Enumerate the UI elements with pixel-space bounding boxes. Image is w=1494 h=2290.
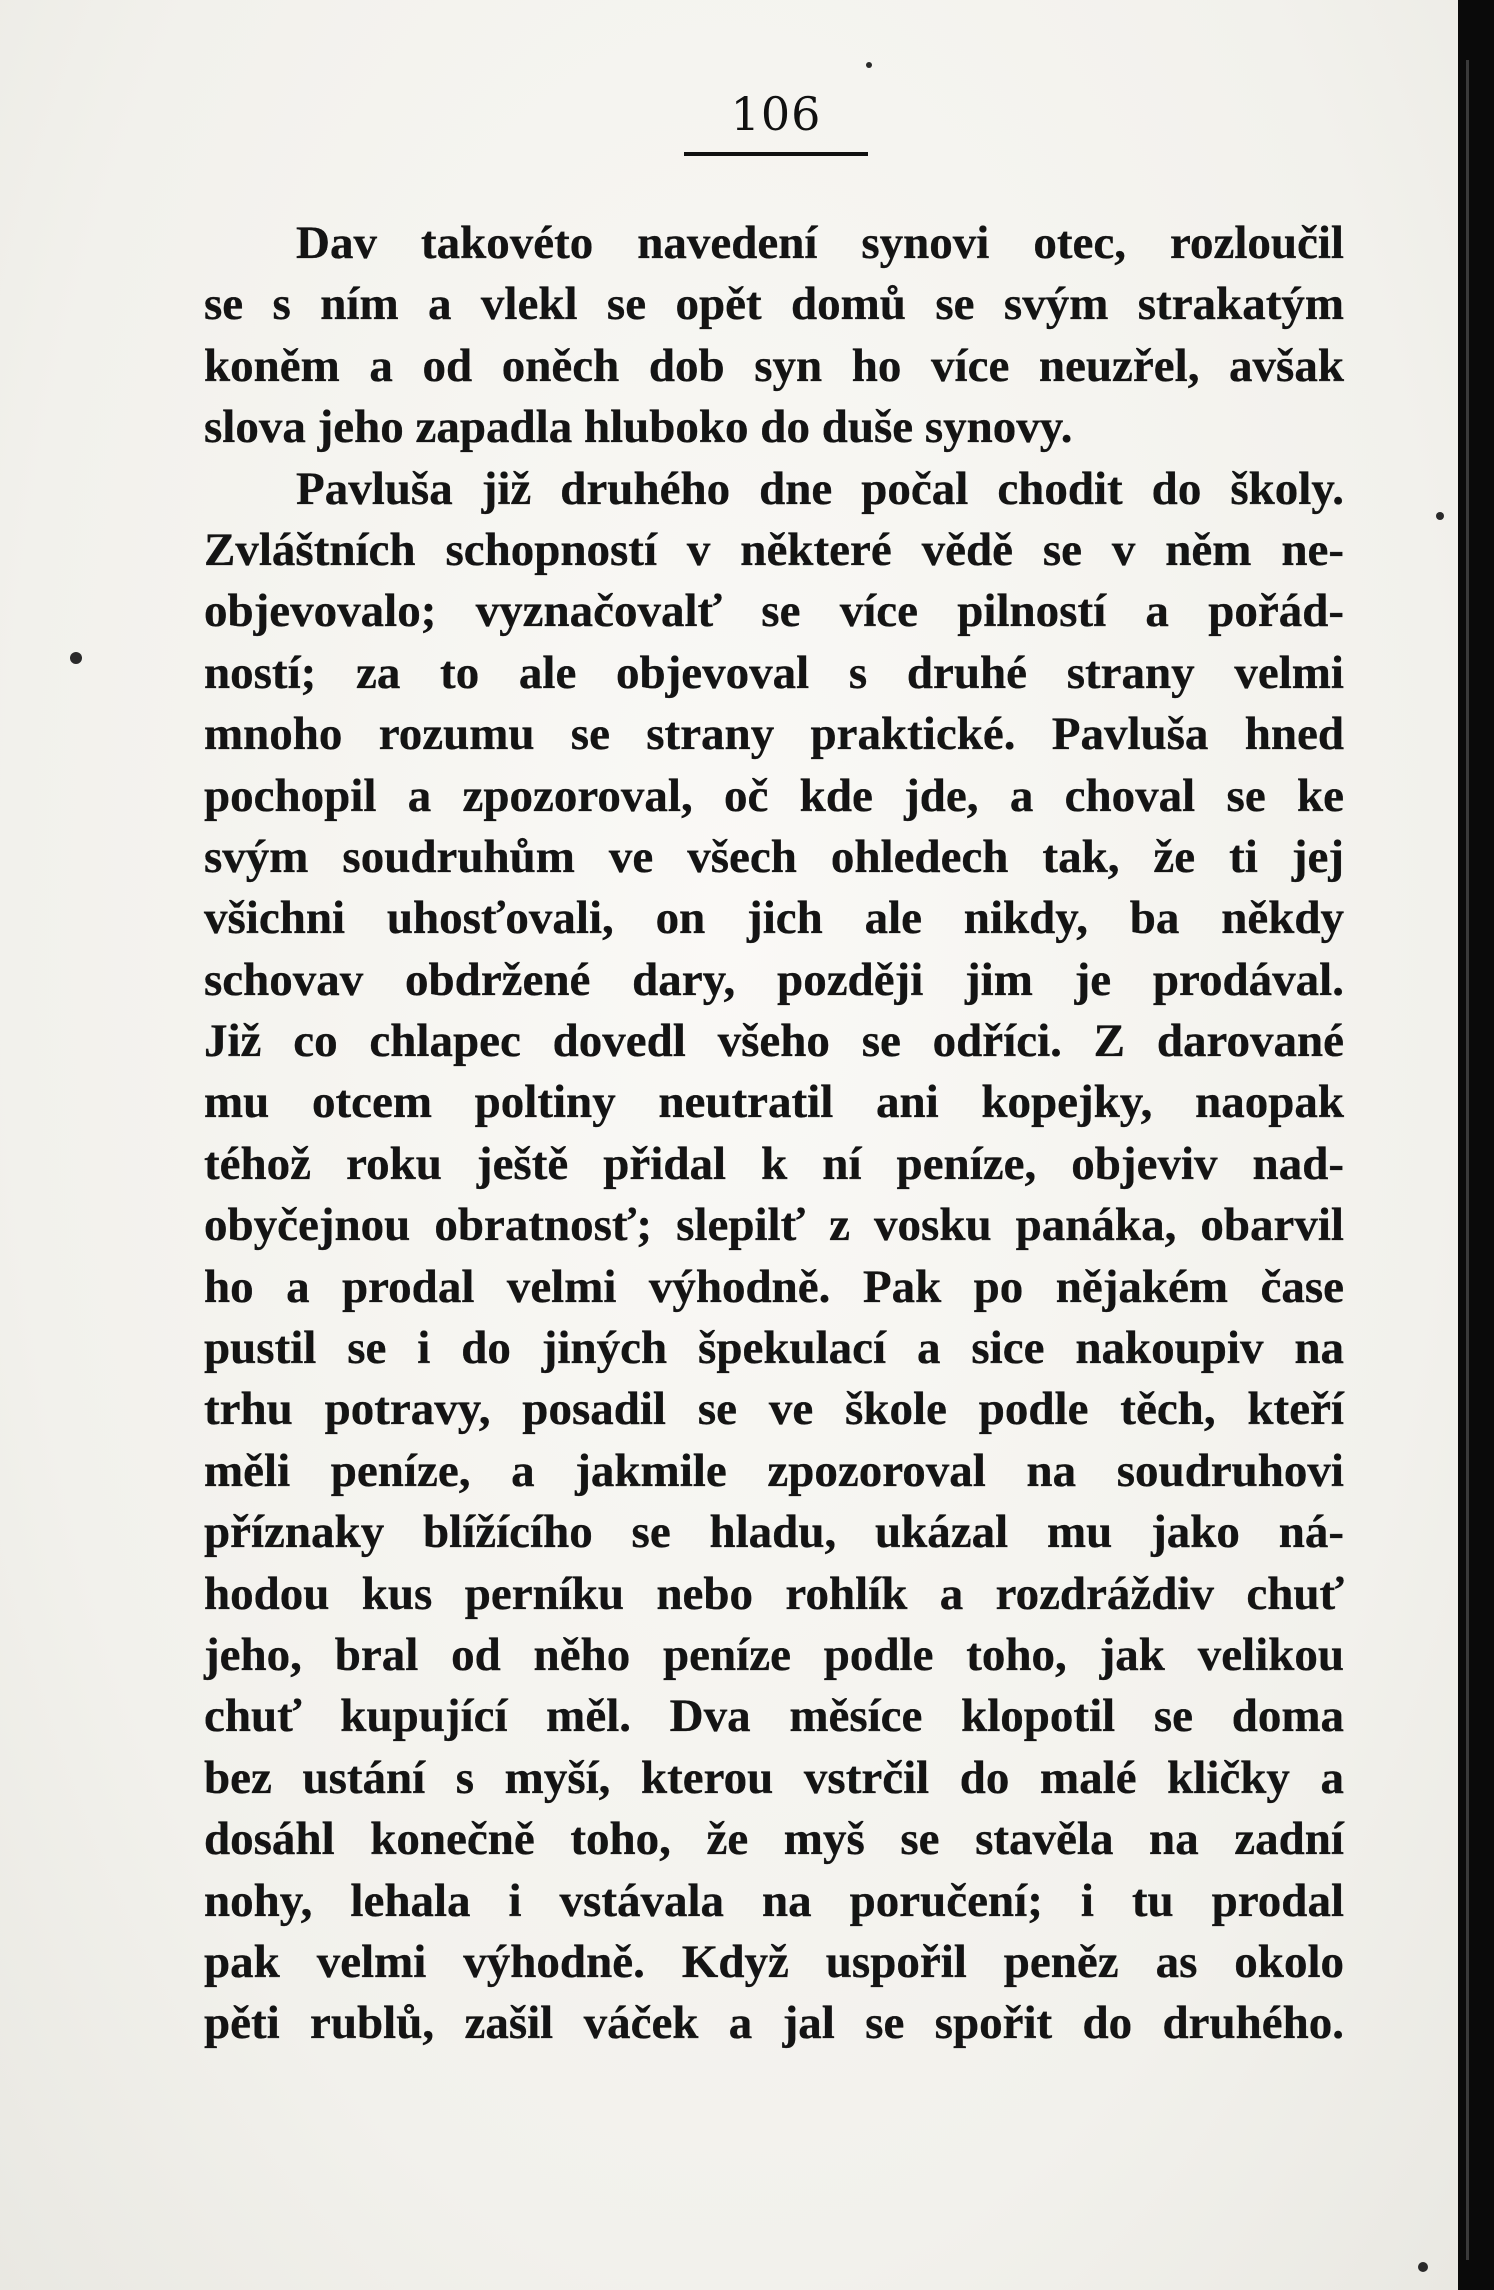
text-line: dosáhl konečně toho, že myš se stavěla na zadní (204, 1813, 1344, 1866)
text-line: ho a prodal velmi výhodně. Pak po nějakém čase (204, 1260, 1344, 1313)
scan-speck (866, 62, 872, 68)
text-line: Dav takovéto navedení synovi otec, rozloučil (296, 217, 1344, 269)
text-line: příznaky blížícího se hladu, ukázal mu jako ná- (204, 1506, 1344, 1559)
text-line: koněm a od oněch dob syn ho více neuzřel, avšak (204, 339, 1344, 392)
text-line: měli peníze, a jakmile zpozoroval na soudruhovi (204, 1444, 1344, 1497)
text-line: schovav obdržené dary, později jim je prodával. (204, 953, 1344, 1006)
text-line: objevovalo; vyznačovalť se více pilností a pořád- (204, 585, 1344, 638)
text-line: trhu potravy, posadil se ve škole podle těch, kteří (204, 1383, 1344, 1436)
text-line: nohy, lehala i vstávala na poručení; i tu prodal (204, 1874, 1344, 1927)
text-line: pochopil a zpozoroval, oč kde jde, a choval se ke (204, 769, 1344, 822)
text-line: se s ním a vlekl se opět domů se svým strakatým (204, 278, 1344, 331)
text-line: všichni uhosťovali, on jich ale nikdy, ba někdy (204, 892, 1344, 945)
scan-speck (70, 652, 82, 664)
text-line: jeho, bral od něho peníze podle toho, jak velikou (204, 1628, 1344, 1681)
body-text (204, 213, 1344, 2055)
text-line: mnoho rozumu se strany praktické. Pavluša hned (204, 708, 1344, 761)
page-number: 106 (730, 87, 822, 141)
text-line: bez ustání s myší, kterou vstrčil do malé kličky a (204, 1751, 1344, 1804)
text-line: Již co chlapec dovedl všeho se odříci. Z darované (204, 1015, 1344, 1068)
scan-speck (1418, 2262, 1428, 2272)
text-line: hodou kus perníku nebo rohlík a rozdráždiv chuť (204, 1567, 1344, 1620)
page-edge-line (1466, 60, 1469, 2260)
text-line: obyčejnou obratnosť; slepilť z vosku panáka, obarvil (204, 1199, 1344, 1252)
text-line: chuť kupující měl. Dva měsíce klopotil se doma (204, 1690, 1344, 1743)
text-line: téhož roku ještě přidal k ní peníze, objeviv nad- (204, 1137, 1344, 1190)
text-line: ností; za to ale objevoval s druhé strany velmi (204, 646, 1344, 699)
page-header (684, 84, 868, 156)
text-line: pěti rublů, zašil váček a jal se spořit do druhého. (204, 1997, 1344, 2050)
text-line: mu otcem poltiny neutratil ani kopejky, naopak (204, 1076, 1344, 1129)
text-line: slova jeho zapadla hluboko do duše synovy. (204, 401, 1073, 454)
text-line: Pavluša již druhého dne počal chodit do školy. (296, 462, 1344, 515)
scan-speck (1436, 512, 1444, 520)
page-edge-shadow (1458, 0, 1494, 2290)
text-line: pak velmi výhodně. Když uspořil peněz as okolo (204, 1935, 1344, 1988)
text-line: svým soudruhům ve všech ohledech tak, že ti jej (204, 830, 1344, 883)
text-line: Zvláštních schopností v některé vědě se v něm ne- (204, 523, 1344, 576)
header-rule (684, 152, 868, 156)
text-line: pustil se i do jiných špekulací a sice nakoupiv na (204, 1322, 1344, 1375)
